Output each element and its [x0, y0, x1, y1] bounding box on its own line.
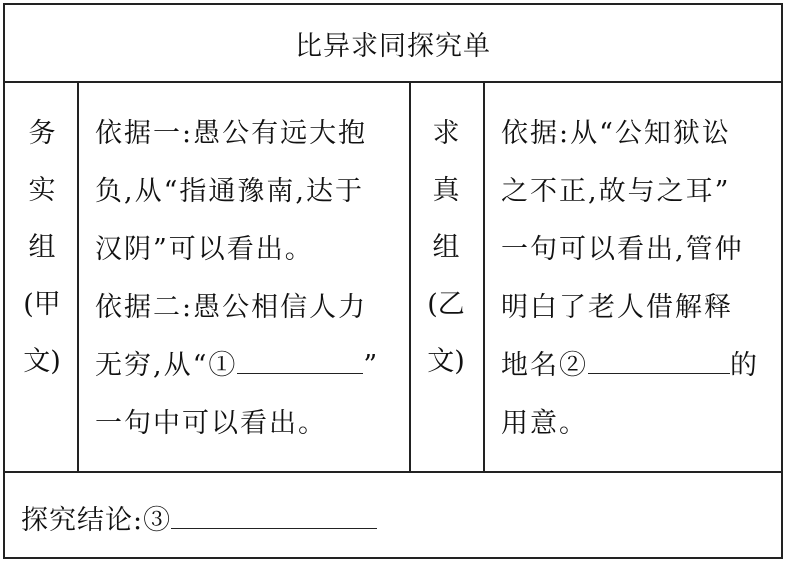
group-b-basis-tail: 的 [730, 350, 759, 381]
answer-blank-2[interactable] [588, 345, 730, 374]
group-a-basis1-line: 负,从“指通豫南,达于 [95, 176, 364, 207]
group-b-basis-line: 用意。 [501, 408, 588, 439]
answer-blank-1[interactable] [237, 345, 363, 374]
conclusion-label: 探究结论:③ [21, 505, 172, 536]
group-b-basis-line: 明白了老人借解释 [501, 292, 733, 323]
group-a-basis2-line: 一句中可以看出。 [95, 408, 327, 439]
group-b-basis-line: 依据:从“公知狱讼 [501, 118, 731, 149]
divider-line [5, 471, 781, 473]
group-a-label-char: (甲 [23, 289, 61, 320]
group-b-basis-text: 地名② [501, 350, 588, 381]
group-a-label-char: 实 [28, 175, 56, 206]
inquiry-sheet [3, 3, 783, 559]
group-b-label-char: 求 [432, 118, 460, 149]
group-b-label-char: (乙 [427, 289, 465, 320]
group-a-label-char: 务 [28, 118, 56, 149]
group-a-label-char: 组 [28, 232, 56, 263]
group-b-label [415, 105, 477, 390]
group-a-basis1-line: 汉阴”可以看出。 [95, 234, 314, 265]
answer-blank-3[interactable] [171, 500, 377, 529]
group-b-basis-line: 一句可以看出,管仲 [501, 234, 744, 265]
group-a-label [11, 105, 73, 390]
group-b-basis-line [501, 337, 759, 395]
divider-line [409, 81, 411, 473]
group-a-basis2-line [95, 337, 379, 395]
group-b-label-char: 文) [427, 346, 465, 377]
group-a-basis2-text: 无穷,从“① [95, 350, 238, 381]
divider-line [483, 81, 485, 473]
group-b-label-char: 组 [432, 232, 460, 263]
group-b-label-char: 真 [432, 175, 460, 206]
group-a-basis1-line: 依据一:愚公有远大抱 [95, 118, 368, 149]
conclusion-row [21, 492, 377, 550]
sheet-title: 比异求同探究单 [5, 5, 781, 83]
group-a-basis2-line: 依据二:愚公相信人力 [95, 292, 368, 323]
group-a-label-char: 文) [23, 346, 61, 377]
divider-line [77, 81, 79, 473]
group-b-basis-line: 之不正,故与之耳” [501, 176, 731, 207]
group-a-basis2-quote: ” [363, 350, 380, 381]
